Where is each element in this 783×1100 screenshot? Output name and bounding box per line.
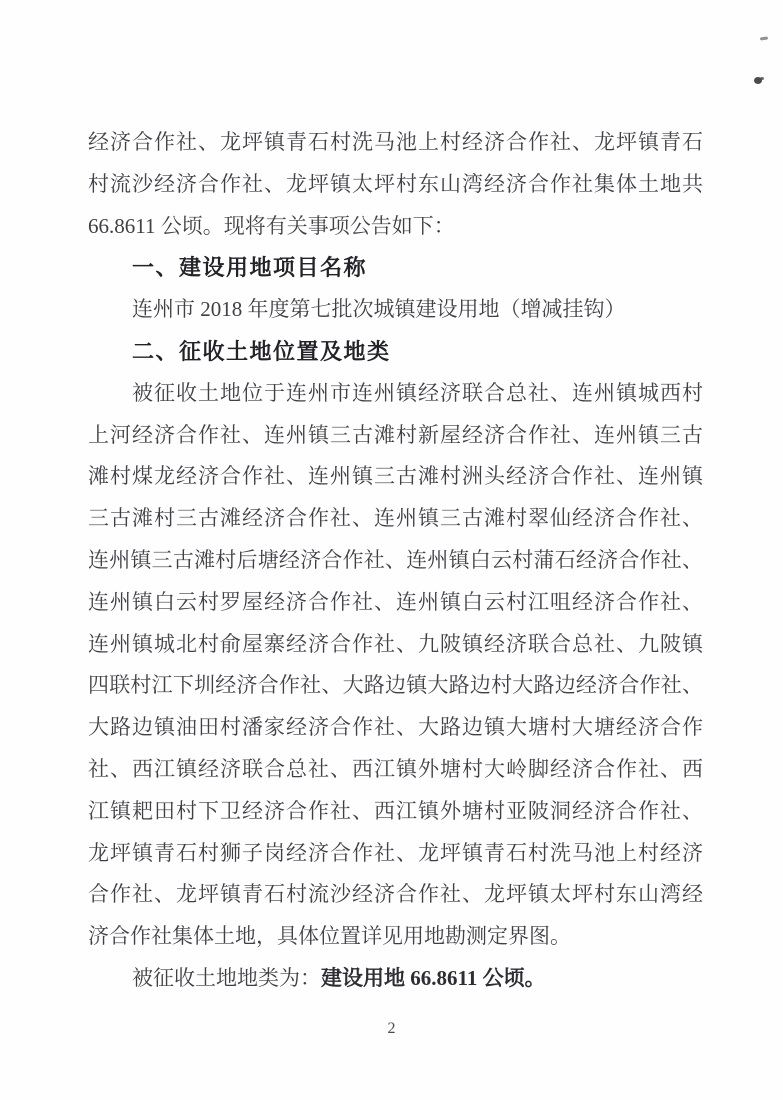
document-body [88,122,703,1000]
project-name-line: 连州市 2018 年度第七批次城镇建设用地（增减挂钩） [132,297,626,322]
scan-speck-artifact [754,77,762,84]
body-line: 滩村煤龙经济合作社、连州镇三古滩村洲头经济合作社、连州镇 [88,464,703,489]
body-line: 大路边镇油田村潘家经济合作社、大路边镇大塘村大塘经济合作 [88,715,703,740]
body-line: 江镇耙田村下卫经济合作社、西江镇外塘村亚陂洞经济合作社、 [88,798,703,823]
page-number: 2 [387,1020,396,1037]
section-heading-project-name: 一、建设用地项目名称 [132,255,368,281]
body-line: 连州镇白云村罗屋经济合作社、连州镇白云村江咀经济合作社、 [88,589,703,614]
scan-speck-artifact [760,36,768,40]
body-line: 上河经济合作社、连州镇三古滩村新屋经济合作社、连州镇三古 [88,422,703,447]
body-line: 四联村江下圳经济合作社、大路边镇大路边村大路边经济合作社、 [88,673,703,698]
body-line: 连州镇城北村俞屋寨经济合作社、九陂镇经济联合总社、九陂镇 [88,631,703,656]
body-line: 连州镇三古滩村后塘经济合作社、连州镇白云村蒲石经济合作社、 [88,547,703,572]
body-line: 被征收土地位于连州市连州镇经济联合总社、连州镇城西村 [132,380,703,405]
body-line: 社、西江镇经济联合总社、西江镇外塘村大岭脚经济合作社、西 [88,756,703,781]
land-class-line [88,958,703,1000]
land-class-value: 建设用地 66.8611 公顷。 [321,965,546,990]
section-heading-land-location: 二、征收土地位置及地类 [132,338,391,364]
body-line: 村流沙经济合作社、龙坪镇太坪村东山湾经济合作社集体土地共 [88,171,703,196]
body-line: 三古滩村三古滩经济合作社、连州镇三古滩村翠仙经济合作社、 [88,506,703,531]
body-line: 龙坪镇青石村狮子岗经济合作社、龙坪镇青石村洗马池上村经济 [88,840,703,865]
body-line: 经济合作社、龙坪镇青石村洗马池上村经济合作社、龙坪镇青石 [88,130,703,154]
body-line: 66.8611 公顷。现将有关事项公告如下： [88,213,455,238]
body-line: 济合作社集体土地，具体位置详见用地勘测定界图。 [88,924,571,949]
body-line: 合作社、龙坪镇青石村流沙经济合作社、龙坪镇太坪村东山湾经 [88,882,703,907]
land-class-label: 被征收土地地类为： [132,965,321,990]
